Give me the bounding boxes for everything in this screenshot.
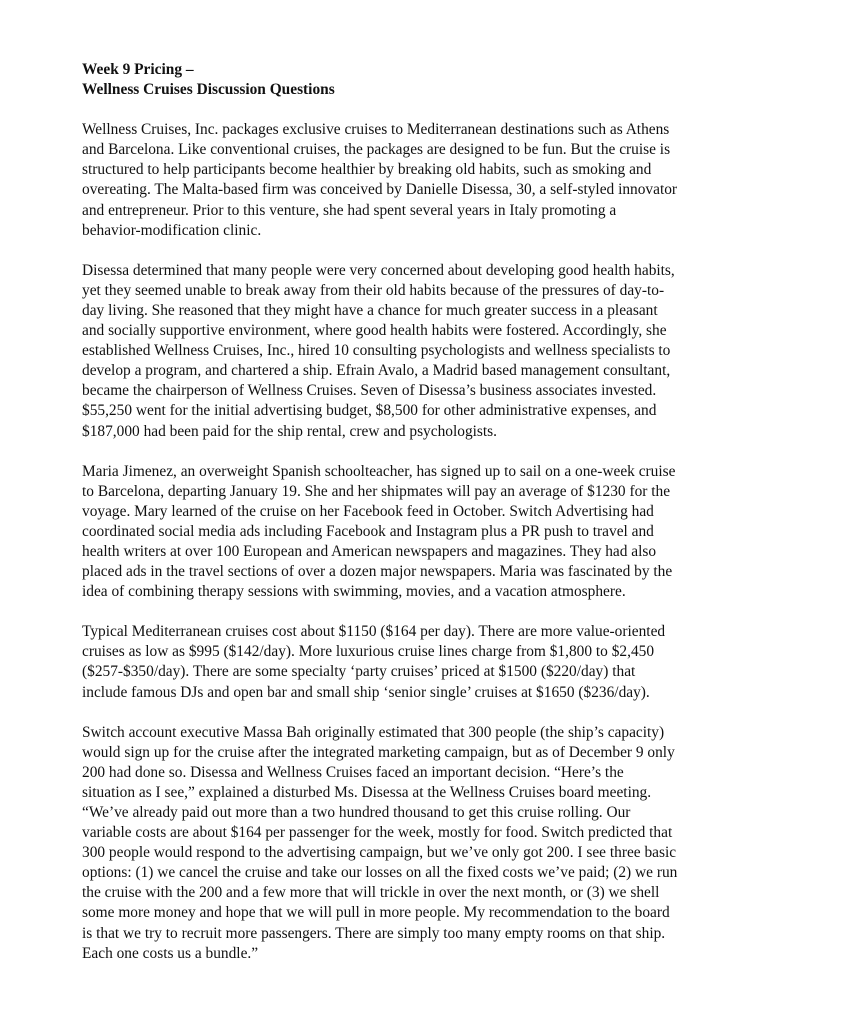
paragraph-competitor-pricing [82,622,767,702]
paragraph-line: Wellness Cruises, Inc. packages exclusive cruises to Mediterranean destinations such as Athens [82,121,670,139]
paragraph-line: voyage. Mary learned of the cruise on her Facebook feed in October. Switch Advertising had [82,502,654,520]
paragraph-line: Typical Mediterranean cruises cost about $1150 ($164 per day). There are more value-oriented [82,623,666,641]
paragraph-line: idea of combining therapy sessions with swimming, movies, and a vacation atmosphere. [82,583,626,601]
heading-line-discussion-questions: Wellness Cruises Discussion Questions [82,81,335,99]
paragraph-line: and Barcelona. Like conventional cruises, the packages are designed to be fun. But the cruise is [82,141,671,159]
paragraph-line: 200 had done so. Disessa and Wellness Cruises faced an important decision. “Here’s the [82,763,624,781]
paragraph-line: cruises as low as $995 ($142/day). More luxurious cruise lines charge from $1,800 to $2,450 [82,643,655,661]
paragraph-line: to Barcelona, departing January 19. She and her shipmates will pay an average of $1230 for the [82,482,671,500]
document-heading [82,60,767,100]
paragraph-line: coordinated social media ads including Facebook and Instagram plus a PR push to travel and [82,522,654,540]
paragraph-line: placed ads in the travel sections of over a dozen major newspapers. Maria was fascinated by the [82,563,673,581]
paragraph-line: is that we try to recruit more passengers. There are simply too many empty rooms on that ship. [82,924,666,942]
paragraph-line: Each one costs us a bundle.” [82,944,259,962]
paragraph-founding-and-investment [82,261,767,442]
paragraph-line: situation as I see,” explained a disturbed Ms. Disessa at the Wellness Cruises board meeting. [82,783,652,801]
paragraph-line: ($257-$350/day). There are some specialty ‘party cruises’ priced at $1500 ($220/day) that [82,663,636,681]
paragraph-line: “We’ve already paid out more than a two hundred thousand to get this cruise rolling. Our [82,804,631,821]
paragraph-line: structured to help participants become healthier by breaking old habits, such as smoking and [82,161,652,179]
heading-line-week-pricing: Week 9 Pricing – [82,61,194,78]
paragraph-line: Maria Jimenez, an overweight Spanish schoolteacher, has signed up to sail on a one-week cruise [82,462,676,480]
paragraph-maria-jimenez [82,462,767,603]
paragraph-line: day living. She reasoned that they might have a chance for much greater success in a pleasant [82,301,658,319]
paragraph-line: became the chairperson of Wellness Cruises. Seven of Disessa’s business associates invested. [82,382,657,400]
paragraph-line: variable costs are about $164 per passenger for the week, mostly for food. Switch predicted that [82,824,673,842]
paragraph-line: the cruise with the 200 and a few more that will trickle in over the next month, or (3) we shell [82,884,660,902]
paragraph-company-intro [82,120,767,241]
document-page [82,60,767,964]
paragraph-line: behavior-modification clinic. [82,221,262,239]
paragraph-line: and entrepreneur. Prior to this venture, she had spent several years in Italy promoting a [82,201,617,219]
paragraph-line: include famous DJs and open bar and small ship ‘senior single’ cruises at $1650 ($236/day). [82,683,650,701]
paragraph-line: develop a program, and chartered a ship. Efrain Avalo, a Madrid based management consultant, [82,362,671,380]
paragraph-board-decision [82,723,767,964]
paragraph-line: would sign up for the cruise after the integrated marketing campaign, but as of December 9 only [82,743,675,761]
paragraph-line: health writers at over 100 European and American newspapers and magazines. They had also [82,542,657,560]
paragraph-line: Switch account executive Massa Bah originally estimated that 300 people (the ship’s capacity) [82,723,665,741]
paragraph-line: some more money and hope that we will pull in more people. My recommendation to the board [82,904,670,922]
paragraph-line: Disessa determined that many people were very concerned about developing good health habits, [82,261,675,279]
paragraph-line: $187,000 had been paid for the ship rental, crew and psychologists. [82,422,498,440]
paragraph-line: and socially supportive environment, where good health habits were fostered. Accordingly, she [82,322,667,340]
paragraph-line: options: (1) we cancel the cruise and take our losses on all the fixed costs we’ve paid; (2) we run [82,864,678,882]
paragraph-line: yet they seemed unable to break away from their old habits because of the pressures of day-to- [82,281,665,299]
paragraph-line: 300 people would respond to the advertising campaign, but we’ve only got 200. I see three basic [82,844,677,862]
paragraph-line: $55,250 went for the initial advertising budget, $8,500 for other administrative expenses, and [82,402,657,420]
paragraph-line: established Wellness Cruises, Inc., hired 10 consulting psychologists and wellness specialists to [82,342,671,360]
paragraph-line: overeating. The Malta-based firm was conceived by Danielle Disessa, 30, a self-styled innovator [82,181,678,199]
